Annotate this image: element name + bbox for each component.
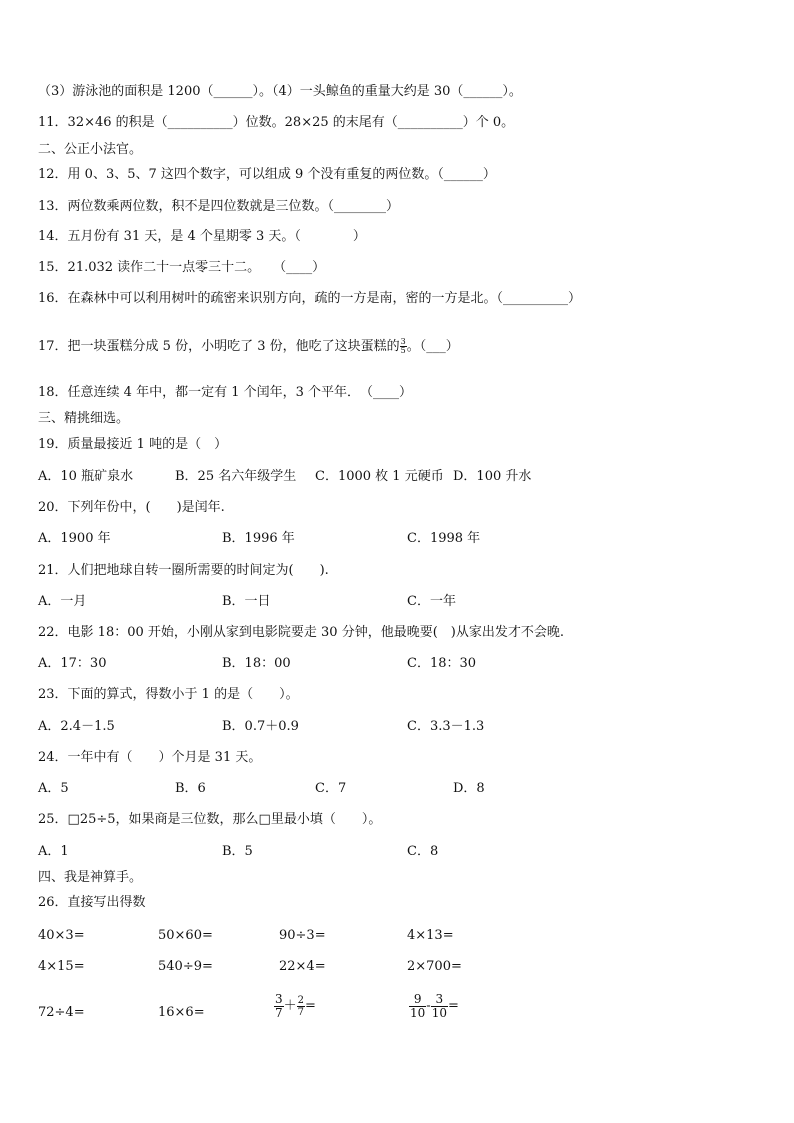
q24-option-c: C．7 — [315, 781, 347, 796]
q23-option-b: B．0.7＋0.9 — [222, 719, 299, 734]
section-4-heading: 四、我是神算手。 — [38, 870, 143, 885]
q21-option-b: B．一日 — [222, 594, 271, 609]
fraction-numerator: 2 — [297, 995, 305, 1006]
q21-option-c: C．一年 — [407, 594, 456, 609]
equals: = — [305, 998, 316, 1014]
calc-item: 50×60= — [158, 928, 213, 943]
q20-option-a: A．1900 年 — [38, 531, 111, 546]
question-13: 13．两位数乘两位数，积不是四位数就是三位数。（________） — [38, 199, 400, 214]
fraction — [274, 993, 284, 1020]
q20-option-c: C．1998 年 — [407, 531, 481, 546]
fraction-denominator: 7 — [297, 1007, 305, 1018]
q25-option-c: C．8 — [407, 844, 439, 859]
q22-option-a: A．17：30 — [38, 656, 107, 671]
fraction — [409, 993, 426, 1020]
q19-option-b: B．25 名六年级学生 — [175, 469, 297, 484]
calc-item: 40×3= — [38, 928, 85, 943]
q22-option-b: B．18：00 — [222, 656, 291, 671]
q19-option-d: D．100 升水 — [453, 469, 532, 484]
calc-item: 2×700= — [407, 959, 462, 974]
fraction — [297, 995, 305, 1018]
calc-fraction-subtract — [409, 993, 459, 1020]
question-17 — [38, 338, 459, 355]
fraction-denominator: 10 — [410, 1006, 426, 1020]
calc-item: 4×13= — [407, 928, 454, 943]
question-25: 25．□25÷5，如果商是三位数，那么□里最小填（ ）。 — [38, 812, 382, 827]
calc-fraction-add — [274, 993, 316, 1020]
fraction-numerator: 3 — [275, 992, 283, 1006]
question-14: 14．五月份有 31 天，是 4 个星期零 3 天。（ ） — [38, 229, 366, 244]
calc-item: 22×4= — [279, 959, 326, 974]
fraction-denominator: 5 — [400, 346, 406, 355]
q19-option-a: A．10 瓶矿泉水 — [38, 469, 134, 484]
question-17-blank: 。（___） — [406, 339, 459, 354]
q19-option-c: C．1000 枚 1 元硬币 — [315, 469, 444, 484]
question-3-4: （3）游泳池的面积是 1200（______）。（4）一头鲸鱼的重量大约是 30（______）。 — [38, 84, 522, 99]
q25-option-b: B．5 — [222, 844, 253, 859]
question-17-text: 17．把一块蛋糕分成 5 份，小明吃了 3 份，他吃了这块蛋糕的 — [38, 339, 400, 354]
q23-option-c: C．3.3－1.3 — [407, 719, 485, 734]
question-21: 21．人们把地球自转一圈所需要的时间定为( ). — [38, 563, 329, 578]
calc-item: 540÷9= — [158, 959, 213, 974]
calc-item: 72÷4= — [38, 1005, 85, 1020]
section-2-heading: 二、公正小法官。 — [38, 142, 143, 157]
question-18: 18．任意连续 4 年中，都一定有 1 个闰年，3 个平年． （____） — [38, 385, 413, 400]
q22-option-c: C．18：30 — [407, 656, 477, 671]
question-22: 22．电影 18：00 开始，小刚从家到电影院要走 30 分钟，他最晚要( )从家出发才不会晚. — [38, 625, 564, 640]
fraction-numerator: 3 — [431, 993, 448, 1007]
question-20: 20．下列年份中，( )是闰年. — [38, 500, 225, 515]
calc-item: 4×15= — [38, 959, 85, 974]
fraction — [431, 993, 448, 1020]
equals: = — [447, 998, 459, 1014]
q25-option-a: A．1 — [38, 844, 69, 859]
question-16: 16．在森林中可以利用树叶的疏密来识别方向，疏的一方是南，密的一方是北。（__________） — [38, 291, 582, 306]
q21-option-a: A．一月 — [38, 594, 87, 609]
question-24: 24．一年中有（ ）个月是 31 天。 — [38, 750, 262, 765]
question-23: 23．下面的算式，得数小于 1 的是（ ）。 — [38, 687, 299, 702]
q24-option-d: D．8 — [453, 781, 485, 796]
question-17-fraction — [400, 338, 407, 355]
fraction-denominator: 7 — [275, 1006, 283, 1020]
q24-option-a: A．5 — [38, 781, 69, 796]
q23-option-a: A．2.4－1.5 — [38, 719, 115, 734]
question-26: 26．直接写出得数 — [38, 895, 146, 910]
question-15: 15．21.032 读作二十一点零三十二。 （____） — [38, 260, 326, 275]
operator: ＋ — [283, 998, 297, 1014]
question-11: 11．32×46 的积是（__________）位数。28×25 的末尾有（__________）个 0。 — [38, 115, 515, 130]
q24-option-b: B．6 — [175, 781, 206, 796]
fraction-numerator: 3 — [400, 337, 406, 346]
question-19: 19．质量最接近 1 吨的是（ ） — [38, 437, 228, 452]
fraction-numerator: 9 — [409, 993, 426, 1007]
section-3-heading: 三、精挑细选。 — [38, 411, 130, 426]
calc-item: 90÷3= — [279, 928, 326, 943]
q20-option-b: B．1996 年 — [222, 531, 295, 546]
operator: - — [426, 998, 431, 1014]
calc-item: 16×6= — [158, 1005, 205, 1020]
question-12: 12．用 0、3、5、7 这四个数字，可以组成 9 个没有重复的两位数。（______） — [38, 167, 496, 182]
fraction-denominator: 10 — [431, 1006, 447, 1020]
